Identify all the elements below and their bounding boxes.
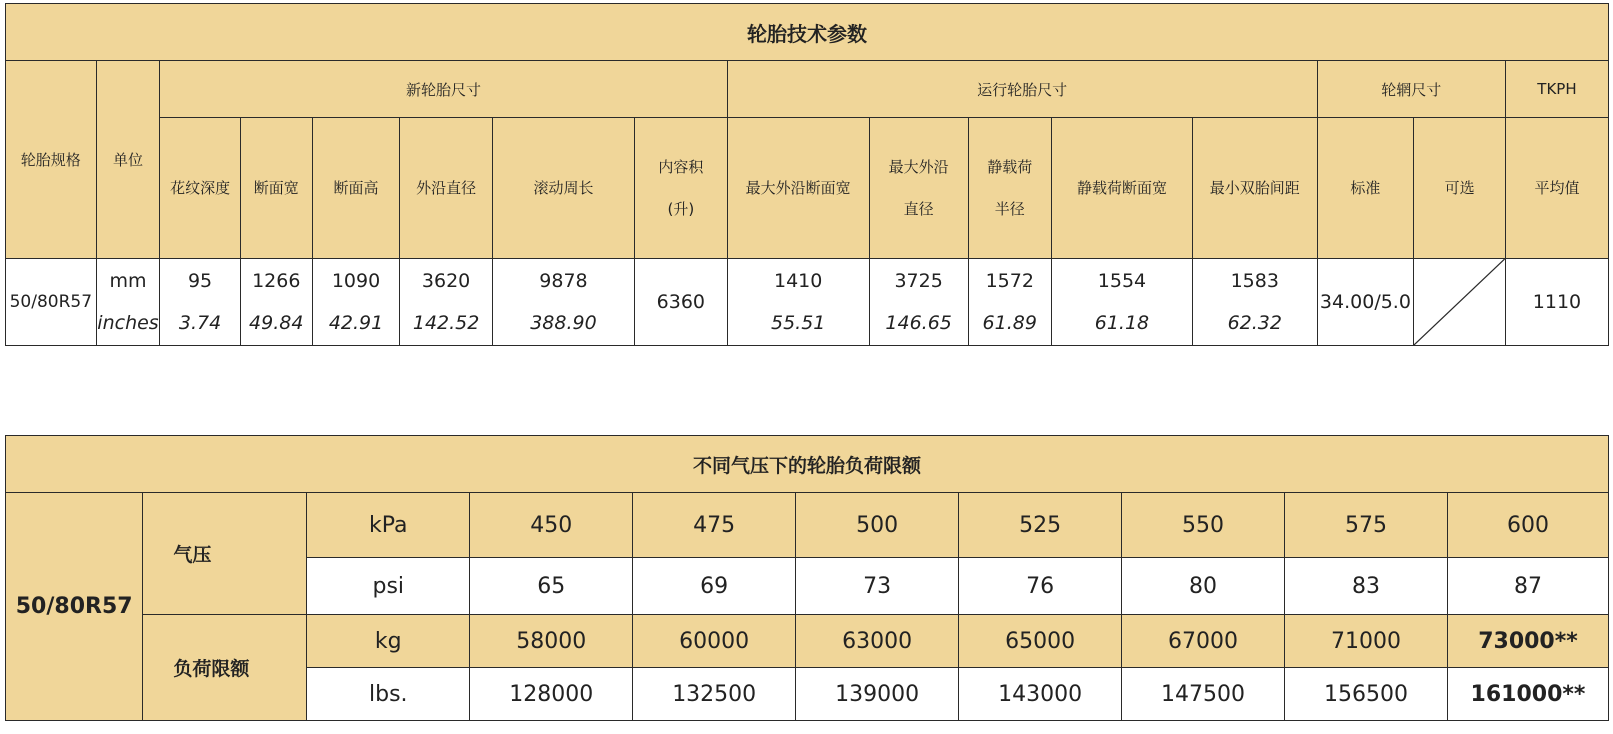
value-mm: 1572: [985, 270, 1034, 292]
kg-value-max: 73000**: [1447, 615, 1608, 668]
unit-mm: mm: [109, 270, 147, 292]
spec-cell: 50/80R57: [6, 493, 143, 721]
psi-value: 69: [633, 558, 796, 615]
psi-value: 65: [470, 558, 633, 615]
cell-unit: [96, 259, 160, 346]
value-mm: 9878: [539, 270, 588, 292]
table2-title: 不同气压下的轮胎负荷限额: [6, 436, 1609, 493]
cell-max-outer-diameter: [869, 259, 968, 346]
header-section-width: 断面宽: [240, 118, 312, 259]
header-volume-line2: (升): [667, 200, 695, 218]
unit-psi: psi: [307, 558, 470, 615]
header-spec: 轮胎规格: [6, 61, 97, 259]
cell-outer-diameter: [400, 259, 493, 346]
value-inches: 55.51: [770, 312, 826, 334]
header-max-outer-dia-line1: 最大外沿: [888, 158, 949, 176]
value-inches: 142.52: [412, 312, 480, 334]
header-max-outer-section-width: 最大外沿断面宽: [727, 118, 869, 259]
header-min-dual-spacing: 最小双胎间距: [1192, 118, 1317, 259]
lbs-value-max: 161000**: [1447, 668, 1608, 721]
kpa-value: 600: [1447, 493, 1608, 558]
load-limit-label: 负荷限额: [143, 615, 307, 721]
value-inches: 42.91: [328, 312, 384, 334]
cell-rolling-circumference: [492, 259, 634, 346]
value-mm: 1090: [331, 270, 381, 292]
header-static-radius-line1: 静载荷: [987, 158, 1033, 176]
header-tread-depth: 花纹深度: [160, 118, 240, 259]
unit-lbs: lbs.: [307, 668, 470, 721]
header-rim-optional: 可选: [1414, 118, 1506, 259]
kg-value: 60000: [633, 615, 796, 668]
lbs-value: 132500: [633, 668, 796, 721]
value-mm: 1410: [774, 270, 823, 292]
kg-value: 58000: [470, 615, 633, 668]
value-mm: 3620: [421, 270, 471, 292]
value-mm: 95: [187, 270, 213, 292]
value-mm: 1266: [252, 270, 301, 292]
cell-spec: 50/80R57: [6, 259, 97, 346]
value-inches: 388.90: [530, 312, 597, 334]
cell-section-width: [240, 259, 312, 346]
value-inches: 61.89: [982, 312, 1037, 334]
kg-value: 67000: [1122, 615, 1285, 668]
cell-volume: 6360: [635, 259, 728, 346]
unit-inches: inches: [97, 312, 159, 334]
psi-value: 83: [1285, 558, 1448, 615]
group-new-tire: 新轮胎尺寸: [160, 61, 727, 118]
cell-min-dual-spacing: [1192, 259, 1317, 346]
header-rolling-circumference: 滚动周长: [492, 118, 634, 259]
unit-kg: kg: [307, 615, 470, 668]
value-mm: 1583: [1230, 270, 1279, 292]
group-tkph: TKPH: [1505, 61, 1608, 118]
kg-value: 63000: [796, 615, 959, 668]
value-inches: 146.65: [885, 312, 952, 334]
header-section-height: 断面高: [312, 118, 400, 259]
psi-value: 76: [959, 558, 1122, 615]
kg-value: 65000: [959, 615, 1122, 668]
header-static-radius-line2: 半径: [994, 200, 1025, 218]
lbs-value: 128000: [470, 668, 633, 721]
tire-technical-params-table: [5, 3, 1609, 346]
group-rim: 轮辋尺寸: [1317, 61, 1505, 118]
load-limit-table: [5, 435, 1609, 721]
kpa-value: 525: [959, 493, 1122, 558]
cell-section-height: [312, 259, 400, 346]
value-mm: 1554: [1097, 270, 1147, 292]
kpa-value: 450: [470, 493, 633, 558]
cell-rim-standard: 34.00/5.0: [1317, 259, 1414, 346]
value-inches: 49.84: [249, 312, 304, 334]
diagonal-slash-icon: [1414, 259, 1505, 345]
header-unit: 单位: [96, 61, 160, 259]
cell-static-radius: [968, 259, 1051, 346]
header-max-outer-diameter: [869, 118, 968, 259]
lbs-value: 139000: [796, 668, 959, 721]
header-static-section-width: 静载荷断面宽: [1051, 118, 1192, 259]
value-mm: 3725: [894, 270, 943, 292]
kpa-value: 575: [1285, 493, 1448, 558]
header-rim-standard: 标准: [1317, 118, 1414, 259]
lbs-value: 147500: [1122, 668, 1285, 721]
value-inches: 61.18: [1094, 312, 1150, 334]
header-outer-diameter: 外沿直径: [400, 118, 493, 259]
kpa-value: 475: [633, 493, 796, 558]
cell-max-outer-width: [727, 259, 869, 346]
psi-value: 87: [1447, 558, 1608, 615]
kpa-value: 500: [796, 493, 959, 558]
header-volume: [635, 118, 728, 259]
kpa-value: 550: [1122, 493, 1285, 558]
cell-rim-optional-empty: [1414, 259, 1506, 346]
lbs-value: 143000: [959, 668, 1122, 721]
value-inches: 62.32: [1227, 312, 1282, 334]
cell-tread-depth: [160, 259, 240, 346]
header-volume-line1: 内容积: [658, 158, 704, 176]
cell-static-section-width: [1051, 259, 1192, 346]
pressure-label: 气压: [143, 493, 307, 615]
table1-title: 轮胎技术参数: [6, 4, 1609, 61]
unit-kpa: kPa: [307, 493, 470, 558]
psi-value: 73: [796, 558, 959, 615]
psi-value: 80: [1122, 558, 1285, 615]
cell-tkph: 1110: [1505, 259, 1608, 346]
value-inches: 3.74: [178, 312, 222, 334]
header-max-outer-dia-line2: 直径: [903, 200, 934, 218]
group-running-tire: 运行轮胎尺寸: [727, 61, 1317, 118]
lbs-value: 156500: [1285, 668, 1448, 721]
header-static-radius: [968, 118, 1051, 259]
kg-value: 71000: [1285, 615, 1448, 668]
header-tkph-average: 平均值: [1505, 118, 1608, 259]
